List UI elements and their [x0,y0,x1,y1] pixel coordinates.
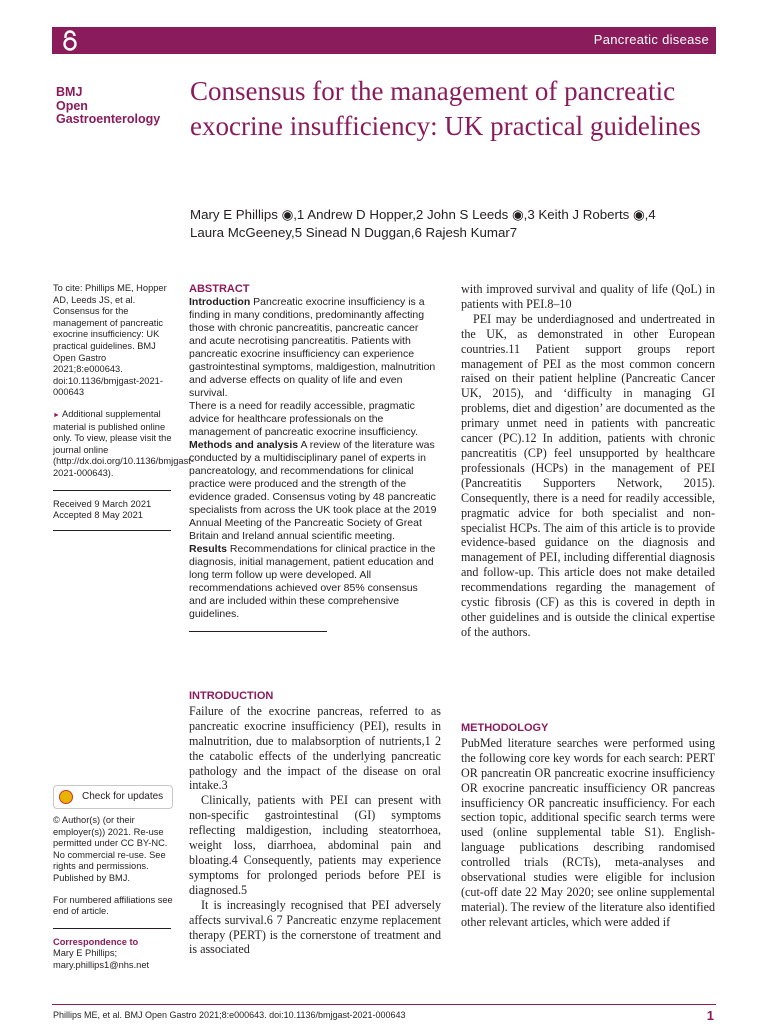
abstract [189,283,438,621]
check-updates-label: Check for updates [82,791,164,802]
introduction-heading: INTRODUCTION [189,690,274,702]
right-column [461,282,715,640]
supplemental-note [53,408,194,480]
correspondence-name: Mary E Phillips; [53,948,118,959]
intro-paragraph-3: It is increasingly recognised that PEI adversely affects survival.6 7 Pancreatic enzyme replacement therapy (PERT) is the cornerstone of treatment and is associated [189,897,441,957]
sidebar-divider [53,530,171,531]
footer-divider [52,1004,716,1005]
article-title: Consensus for the management of pancreatic exocrine insufficiency: UK practical guidelines [190,76,701,141]
citation-block: To cite: Phillips ME, Hopper AD, Leeds JS, et al. Consensus for the management of pancreatic exocrine insufficiency: UK practical guidelines. BMJ Open Gastro 2021;8:e000643. doi:10.1136/bmjgast-2021-000643 [53,283,167,398]
abstract-results-text: Recommendations for clinical practice in the diagnosis, initial management, patient education and long term follow up were developed. All recommendations achieved over 85% consensus and are included within these comprehensive guidelines. [189,543,436,620]
sidebar [53,283,194,539]
received-date: Received 9 March 2021 [53,498,152,509]
methodology-paragraph: PubMed literature searches were performed using the following core key words for each search: PERT OR pancreatin OR pancreatic exocrine insufficiency OR exocrine pancreatic insufficiency OR pancreas insufficiency OR pancreatic insufficiency. For each section topic, additional specific search terms were used (online supplemental table S1). English-language publications describing randomised controlled trials (RCTs), meta-analyses and observational studies were eligible for inclusion (cut-off date 22 May 2020; see online supplemental material). The review of the literature also identified other relevant articles, which were added if [461,735,715,929]
author-list [190,206,720,242]
abstract-results [189,543,438,621]
correspondence-heading: Correspondence to [53,936,139,947]
copyright-notice: © Author(s) (or their employer(s)) 2021. Re-use permitted under CC BY-NC. No commercial re-use. See rights and permissions. Published by BMJ. [53,815,168,883]
accepted-date: Accepted 8 May 2021 [53,510,143,521]
abstract-heading: ABSTRACT [189,283,250,295]
triangle-bullet-icon: ► [53,411,60,419]
author-line-1: Mary E Phillips ◉,1 Andrew D Hopper,2 John S Leeds ◉,3 Keith J Roberts ◉,4 [190,207,656,222]
sidebar-divider [53,928,171,929]
intro-paragraph-1: Failure of the exocrine pancreas, referred to as pancreatic exocrine insufficiency (PEI), results in malnutrition, due to malabsorption of nutrients,1 2 the catabolic effects of the underlying pancreatic pathology and the impact of the disease on oral intake.3 [189,703,441,793]
abstract-intro-text-2: There is a need for readily accessible, pragmatic advice for healthcare professionals on the management of pancreatic exocrine insufficiency. [189,400,418,438]
page-number: 1 [706,1008,714,1023]
abstract-methods-text: A review of the literature was conducted by a multidisciplinary panel of experts in pancreatology, and recommendations for clinical practice were produced and the strength of the evidence graded. Consensus voting by 48 pancreatic specialists from across the UK took place at the 2019 Annual Meeting of the Pancreatic Society of Great Britain and Ireland annual scientific meeting. [189,439,437,542]
open-access-icon [60,30,80,52]
sidebar-divider [53,490,171,491]
methodology-section [461,721,715,930]
affiliations-note: For numbered affiliations see end of article. [53,894,173,917]
correspondence-email[interactable]: mary.phillips1@nhs.net [53,959,150,970]
section-label: Pancreatic disease [593,32,709,47]
abstract-intro-label: Introduction [189,296,251,308]
abstract-intro-text: Pancreatic exocrine insufficiency is a finding in many conditions, predominantly affecting those with chronic pancreatitis, pancreatic cancer and acute necrotising pancreatitis. Patients with pancreatic exocrine insufficiency can experience gastrointestinal symptoms, maldigestion, malnutrition and adverse effects on quality of life and even survival. [189,296,436,399]
footer-citation: Phillips ME, et al. BMJ Open Gastro 2021;8:e000643. doi:10.1136/bmjgast-2021-000643 [53,1010,406,1020]
right-paragraph-2: PEI may be underdiagnosed and undertreated in the UK, as demonstrated in other European countries.11 Patient support groups report management of PEI as the most common concern raised on their patient helpline (Pancreatic Cancer UK, 2015), and ‘difficulty in managing GI problems, diet and digestion’ are documented as the primary unmet need in patients with pancreatic cancer (PC).12 In addition, patients with chronic pancreatitis (CP) feel unsupported by healthcare professionals (HCPs) in the management of PEI (Pancreatitis Supporters Network, 2015). Consequently, there is a need for readily accessible, pragmatic advice for both specialist and non-specialist HCPs. The aim of this article is to provide evidence-based guidance on the diagnosis and management of PEI, including differential diagnosis and follow-up. This article does not make detailed recommendations regarding the management of cystic fibrosis (CF) as this is covered in depth in other guidelines and is outside the clinical expertise of the authors. [461,311,715,639]
introduction-section [189,689,441,957]
logo-line-1: BMJ [56,85,83,99]
abstract-methods [189,439,438,543]
abstract-results-label: Results [189,543,227,555]
methodology-heading: METHODOLOGY [461,722,549,734]
check-updates-icon [59,790,73,804]
logo-line-3: Gastroenterology [56,112,161,126]
logo-line-2: Open [56,98,88,113]
abstract-methods-label: Methods and analysis [189,439,299,451]
intro-paragraph-2: Clinically, patients with PEI can present with non-specific gastrointestinal (GI) symptoms reflecting maldigestion, including steatorrhoea, weight loss, diarrhoea, abdominal pain and bloating.4 Consequently, patients may experience symptoms for prolonged periods before PEI is diagnosed.5 [189,793,441,897]
journal-logo [56,86,176,127]
abstract-divider [189,631,327,632]
check-for-updates-button[interactable] [53,785,173,809]
lower-sidebar [53,815,173,972]
abstract-intro [189,296,438,400]
right-paragraph-1: with improved survival and quality of life (QoL) in patients with PEI.8–10 [461,282,715,311]
author-line-2: Laura McGeeney,5 Sinead N Duggan,6 Rajesh Kumar7 [190,225,518,240]
supplemental-text: Additional supplemental material is published online only. To view, please visit the journal online (http://dx.doi.org/10.1136/bmjgast-2021-000643). [53,408,194,478]
